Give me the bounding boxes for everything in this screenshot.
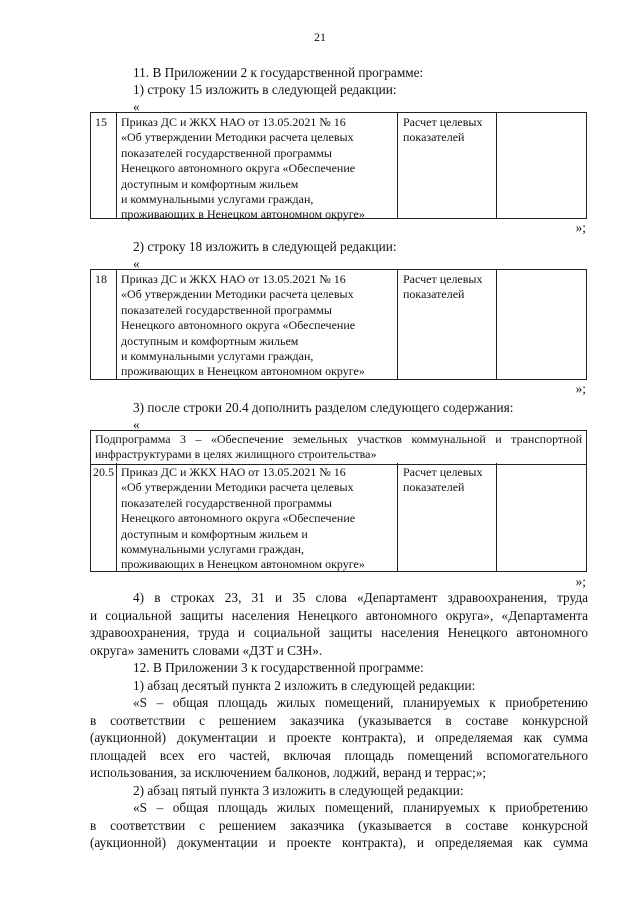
- closing-quote-1: »;: [575, 220, 586, 235]
- sub4-line-3: здравоохранения, труда и социальной защиты населения Ненецкого автономного: [90, 625, 588, 640]
- row-number: 15: [95, 115, 107, 129]
- row-number: 18: [95, 272, 107, 286]
- open-quote-2: «: [133, 256, 140, 271]
- quote1-line-3: (аукционной) документации и проекте контракта), и определяемая как сумма: [90, 730, 588, 745]
- quote1-line-2: в соответствии с решением заказчика (указывается в составе конкурсной: [90, 712, 588, 728]
- table-row-15: [90, 112, 587, 222]
- purpose-cell: Расчет целевых показателей: [403, 115, 483, 145]
- page-number: 21: [314, 30, 326, 44]
- item11-sub3: 3) после строки 20.4 дополнить разделом следующего содержания:: [133, 400, 514, 415]
- sub4-line-2: и социальной защиты населения Ненецкого автономного округа», «Департамента: [90, 607, 588, 623]
- row-number: 20.5: [93, 465, 114, 479]
- item11-sub1: 1) строку 15 изложить в следующей редакции:: [133, 82, 397, 97]
- closing-quote-2: »;: [575, 381, 586, 396]
- document-cell: Приказ ДС и ЖКХ НАО от 13.05.2021 № 16 «Об утверждении Методики расчета целевых показателей государственной программы Ненецкого автономного округа «Обеспечение доступным и комфортным жильем и коммунальными услугами граждан, проживающих в Ненецком автономном округе»: [121, 115, 365, 222]
- quote2-line-2: в соответствии с решением заказчика (указывается в составе конкурсной: [90, 817, 588, 833]
- sub4-line-1: 4) в строках 23, 31 и 35 слова «Департамент здравоохранения, труда: [133, 590, 588, 605]
- open-quote-1: «: [133, 99, 140, 114]
- quote2-line-3: (аукционной) документации и проекте контракта), и определяемая как сумма: [90, 835, 588, 850]
- subprogram-title: Подпрограмма 3 – «Обеспечение земельных участков коммунальной и транспортной инфраструктурами в целях жилищного строительства»: [95, 432, 582, 462]
- purpose-cell: Расчет целевых показателей: [403, 465, 483, 495]
- quote2-line-1: «S – общая площадь жилых помещений, планируемых к приобретению: [133, 800, 588, 815]
- item12-heading: 12. В Приложении 3 к государственной программе:: [133, 660, 424, 675]
- closing-quote-3: »;: [575, 574, 586, 589]
- item12-sub2: 2) абзац пятый пункта 3 изложить в следующей редакции:: [133, 782, 464, 798]
- sub4-line-4: округа» заменить словами «ДЗТ и СЗН».: [90, 642, 323, 658]
- document-cell: Приказ ДС и ЖКХ НАО от 13.05.2021 № 16 «Об утверждении Методики расчета целевых показателей государственной программы Ненецкого автономного округа «Обеспечение доступным и комфортным жильем и коммунальными услугами граждан, проживающих в Ненецком автономном округе»: [121, 465, 365, 572]
- open-quote-3: «: [133, 417, 140, 432]
- purpose-cell: Расчет целевых показателей: [403, 272, 483, 302]
- document-cell: Приказ ДС и ЖКХ НАО от 13.05.2021 № 16 «Об утверждении Методики расчета целевых показателей государственной программы Ненецкого автономного округа «Обеспечение доступным и комфортным жильем и коммунальными услугами граждан, проживающих в Ненецком автономном округе»: [121, 272, 365, 379]
- quote1-line-4: площадей всех его частей, включая площадь помещений вспомогательного: [90, 747, 588, 763]
- subprogram-row: [90, 430, 587, 465]
- quote1-line-5: использования, за исключением балконов, лоджий, веранд и террас;»;: [90, 765, 487, 780]
- item12-sub1: 1) абзац десятый пункта 2 изложить в следующей редакции:: [133, 677, 476, 693]
- table-row-18: [90, 269, 587, 380]
- item11-sub2: 2) строку 18 изложить в следующей редакции:: [133, 239, 397, 254]
- table-row-20-5: [90, 463, 587, 572]
- quote1-line-1: «S – общая площадь жилых помещений, планируемых к приобретению: [133, 695, 588, 710]
- item11-heading: 11. В Приложении 2 к государственной программе:: [133, 65, 424, 80]
